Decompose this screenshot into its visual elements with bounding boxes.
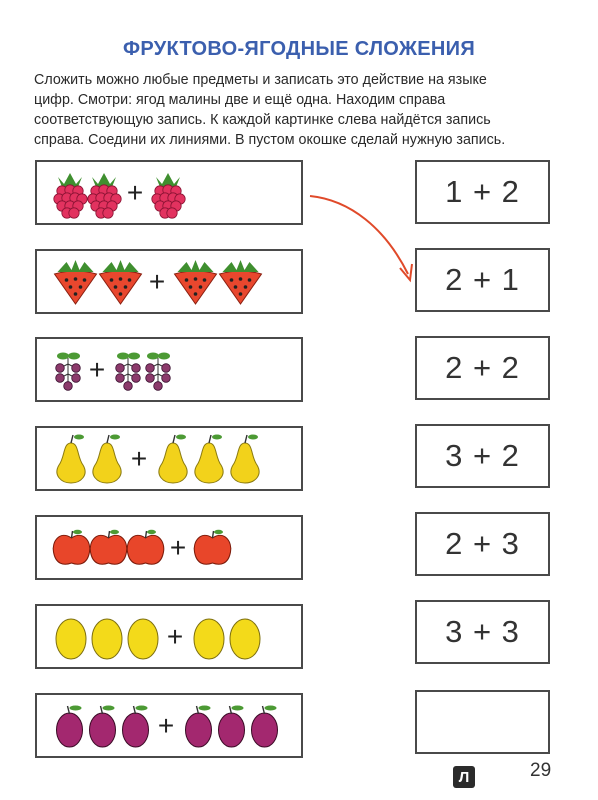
picture-box-raspberries[interactable] bbox=[35, 160, 303, 225]
plus-sign: + bbox=[169, 532, 187, 563]
apple-icon bbox=[127, 530, 164, 564]
expression-box[interactable]: 1 + 2 bbox=[415, 160, 550, 224]
plus-sign: + bbox=[157, 710, 175, 741]
instructions-line: справа. Соедини их линиями. В пустом окошке сделай нужную запись. bbox=[34, 132, 506, 148]
row-graphic bbox=[37, 606, 305, 671]
pear-icon bbox=[231, 435, 259, 484]
expression-box-empty[interactable] bbox=[415, 690, 550, 754]
row-graphic bbox=[37, 428, 305, 493]
row-graphic bbox=[37, 251, 305, 316]
strawberry-icon bbox=[100, 260, 142, 304]
picture-box-strawberries[interactable] bbox=[35, 249, 303, 314]
expression-box[interactable]: 3 + 3 bbox=[415, 600, 550, 664]
picture-box-pears[interactable] bbox=[35, 426, 303, 491]
strawberry-icon bbox=[175, 260, 217, 304]
raspberry-icon bbox=[54, 173, 87, 218]
page-title: ФРУКТОВО-ЯГОДНЫЕ СЛОЖЕНИЯ bbox=[122, 38, 476, 60]
plum-icon bbox=[186, 706, 212, 748]
plus-sign: + bbox=[130, 443, 148, 474]
lemon-icon bbox=[230, 619, 260, 659]
picture-box-plums[interactable] bbox=[35, 693, 303, 758]
plus-sign: + bbox=[126, 177, 144, 208]
row-graphic bbox=[37, 339, 305, 404]
grapes-icon bbox=[56, 353, 81, 391]
instructions-line: Сложить можно любые предметы и записать это действие на языке bbox=[34, 72, 487, 88]
plum-icon bbox=[123, 706, 149, 748]
instructions-line: соответствующую запись. К каждой картинке слева найдётся запись bbox=[34, 112, 491, 128]
picture-box-apples[interactable] bbox=[35, 515, 303, 580]
plum-icon bbox=[252, 706, 278, 748]
strawberry-icon bbox=[220, 260, 262, 304]
raspberry-icon bbox=[152, 173, 185, 218]
arrow-line bbox=[310, 196, 408, 274]
apple-icon bbox=[194, 530, 231, 564]
lemon-icon bbox=[128, 619, 158, 659]
apple-icon bbox=[53, 530, 90, 564]
plum-icon bbox=[57, 706, 83, 748]
row-graphic bbox=[37, 517, 305, 582]
plus-sign: + bbox=[166, 621, 184, 652]
row-graphic bbox=[37, 162, 305, 227]
expression-box[interactable]: 3 + 2 bbox=[415, 424, 550, 488]
expression-box[interactable]: 2 + 2 bbox=[415, 336, 550, 400]
strawberry-icon bbox=[55, 260, 97, 304]
grapes-icon bbox=[116, 353, 141, 391]
pear-icon bbox=[159, 435, 187, 484]
raspberry-icon bbox=[88, 173, 121, 218]
lemon-icon bbox=[56, 619, 86, 659]
lemon-icon bbox=[194, 619, 224, 659]
instructions-line: цифр. Смотри: ягод малины две и ещё одна. Находим справа bbox=[34, 92, 446, 108]
plus-sign: + bbox=[88, 354, 106, 385]
lemon-icon bbox=[92, 619, 122, 659]
plum-icon bbox=[219, 706, 245, 748]
grapes-icon bbox=[146, 353, 171, 391]
instructions-text bbox=[34, 70, 564, 150]
expression-box[interactable]: 2 + 1 bbox=[415, 248, 550, 312]
row-graphic bbox=[37, 695, 305, 760]
apple-icon bbox=[90, 530, 127, 564]
plum-icon bbox=[90, 706, 116, 748]
pear-icon bbox=[93, 435, 121, 484]
picture-box-lemons[interactable] bbox=[35, 604, 303, 669]
pear-icon bbox=[57, 435, 85, 484]
publisher-logo: Л bbox=[453, 766, 475, 788]
plus-sign: + bbox=[148, 266, 166, 297]
pear-icon bbox=[195, 435, 223, 484]
picture-box-grapes[interactable] bbox=[35, 337, 303, 402]
example-arrow bbox=[300, 188, 420, 288]
expression-box[interactable]: 2 + 3 bbox=[415, 512, 550, 576]
page-number: 29 bbox=[530, 760, 552, 781]
